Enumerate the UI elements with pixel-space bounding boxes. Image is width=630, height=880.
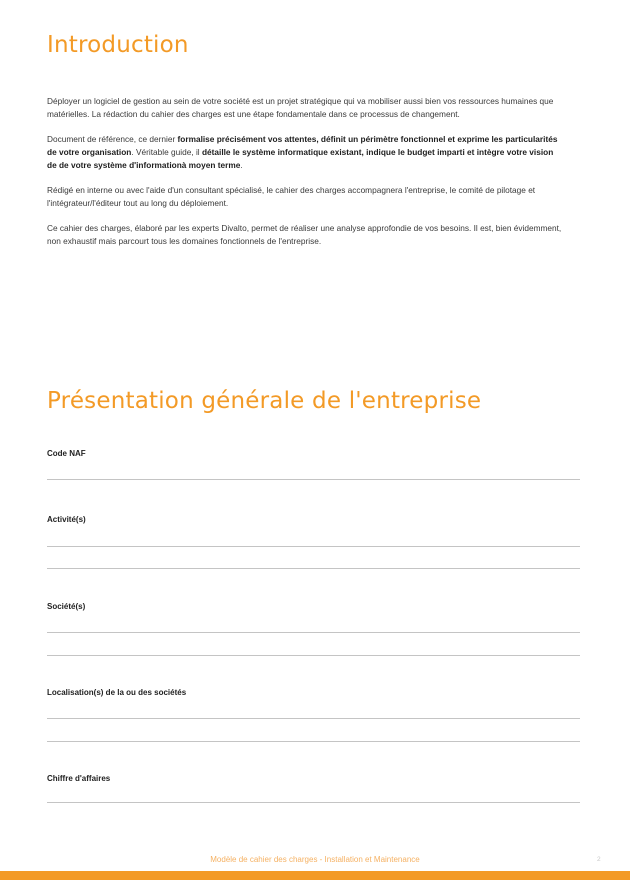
intro-body	[47, 95, 562, 260]
intro-p2-text-3: .	[240, 160, 243, 170]
field-line-activity-2[interactable]	[47, 568, 580, 569]
field-label-activity: Activité(s)	[47, 515, 86, 524]
intro-p2-bold-1: formalise précisément vos attentes, définit un périmètre fonctionnel et exprime les particularités de votre organisation	[47, 134, 558, 157]
field-line-activity-1[interactable]	[47, 546, 580, 547]
field-line-society-1[interactable]	[47, 632, 580, 633]
field-line-society-2[interactable]	[47, 655, 580, 656]
field-label-naf: Code NAF	[47, 449, 86, 458]
field-line-location-1[interactable]	[47, 718, 580, 719]
footer-title: Modèle de cahier des charges - Installation et Maintenance	[210, 855, 420, 864]
page-number: 2	[597, 856, 601, 863]
intro-paragraph-2	[47, 133, 562, 172]
footer-accent-bar	[0, 871, 630, 880]
intro-p2-text-1: Document de référence, ce dernier	[47, 134, 178, 144]
intro-heading: Introduction	[47, 32, 189, 58]
field-label-location: Localisation(s) de la ou des sociétés	[47, 688, 187, 697]
company-heading: Présentation générale de l'entreprise	[47, 388, 482, 414]
intro-p2-text-2: . Véritable guide, il	[131, 147, 202, 157]
field-label-society: Société(s)	[47, 602, 86, 611]
intro-p2-bold-2: détaille le système informatique existant, indique le budget imparti et intègre votre vision de de votre système d'informationà moyen terme	[47, 147, 554, 170]
intro-paragraph-4: Ce cahier des charges, élaboré par les experts Divalto, permet de réaliser une analyse approfondie de vos besoins. Il est, bien évidemment, non exhaustif mais parcourt tous les domaines fonctionnels de l'entreprise.	[47, 223, 562, 246]
intro-paragraph-3: Rédigé en interne ou avec l'aide d'un consultant spécialisé, le cahier des charges accompagnera l'entreprise, le comité de pilotage et l'intégrateur/l'éditeur tout au long du déploiement.	[47, 185, 536, 208]
field-line-naf-1[interactable]	[47, 479, 580, 480]
field-line-location-2[interactable]	[47, 741, 580, 742]
intro-paragraph-1: Déployer un logiciel de gestion au sein de votre société est un projet stratégique qui va mobiliser aussi bien vos ressources humaines que matérielles. La rédaction du cahier des charges est une étape fondamentale dans ce processus de changement.	[47, 96, 554, 119]
field-label-revenue: Chiffre d'affaires	[47, 774, 111, 783]
field-line-revenue-1[interactable]	[47, 802, 580, 803]
